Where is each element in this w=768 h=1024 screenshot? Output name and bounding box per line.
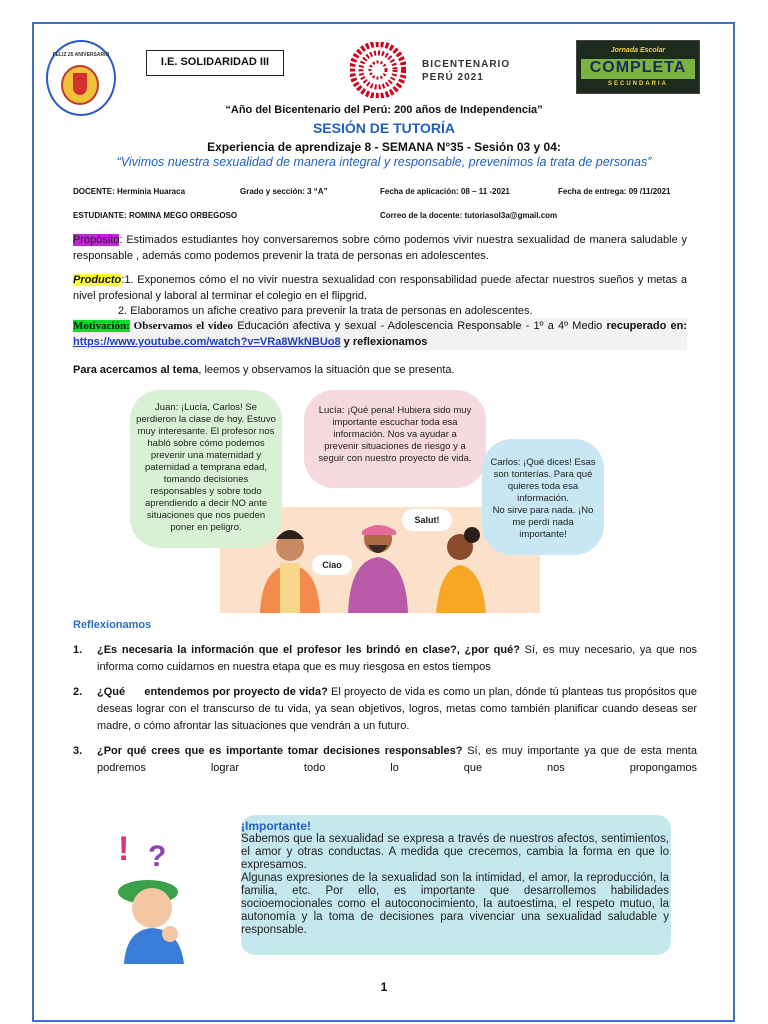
seal-text: FELIZ 25 ANIVERSARIO (52, 52, 110, 58)
motivacion-observamos: Observamos el video (129, 320, 234, 332)
motivacion-video-text: Educación afectiva y sexual - Adolescencia Responsable - 1º a 4º Medio (233, 320, 607, 332)
bicentenario-ring-icon (350, 42, 406, 98)
thinking-boy-illustration (104, 830, 196, 964)
three-teens-illustration (250, 517, 520, 613)
intro-rest: , leemos y observamos la situación que se presenta. (198, 364, 455, 376)
grado-field: Grado y sección: 3 “A” (240, 187, 328, 196)
svg-text:!: ! (118, 830, 130, 868)
question-3-number: 3. (73, 745, 83, 757)
question-1-number: 1. (73, 644, 83, 656)
question-3-text: ¿Por qué crees que es importante tomar decisiones responsables? (97, 745, 463, 757)
bicentenario-line1: BICENTENARIO (422, 59, 511, 70)
carlos-line-b: No sirve para nada. ¡No me perdí nada importante! (492, 505, 594, 540)
importante-title: ¡Importante! (241, 819, 311, 833)
school-name-box: I.E. SOLIDARIDAD III (146, 50, 284, 76)
lucia-speech-bubble: Lucía: ¡Qué pena! Hubiera sido muy importante escuchar toda esa información. Nos va ayudar a prevenir situaciones de riesgo y a seguir con nuestro proyecto de vida. (304, 390, 486, 488)
video-link[interactable]: https://www.youtube.com/watch?v=VRa8WkNBUo8 (73, 336, 341, 348)
experience-title: Experiencia de aprendizaje 8 - SEMANA N°35 - Sesión 03 y 04: (207, 140, 561, 154)
importante-p1: Sabemos que la sexualidad se expresa a través de nuestros afectos, sentimientos, el amor y otras conductas. A medida que crecemos, cambia la forma en que lo expresamos. (241, 833, 669, 871)
docente-field: DOCENTE: Herminia Huaraca (73, 187, 186, 196)
motivacion-tail: y reflexionamos (340, 336, 428, 348)
bicentenario-line2: PERÚ 2021 (422, 72, 484, 83)
proposito-label: Propósito (73, 234, 120, 246)
juan-speech-bubble: Juan: ¡Lucía, Carlos! Se perdieron la clase de hoy. Estuvo muy interesante. El profesor nos habló sobre cómo podemos prevenir una maternidad y paternidad a temprana edad, tomando decisiones responsables y sobre todo aprendiendo a decir NO ante situaciones que nos pueden poner en peligro. (130, 390, 282, 548)
question-2-number: 2. (73, 686, 83, 698)
salut-bubble: Salut! (402, 509, 452, 531)
producto-item2: 2. Elaboramos un afiche creativo para prevenir la trata de personas en adolescentes. (118, 305, 533, 317)
session-lema: “Vivimos nuestra sexualidad de manera integral y responsable, prevenimos la trata de personas” (116, 155, 652, 169)
year-motto: “Año del Bicentenario del Perú: 200 años de Independencia” (225, 104, 543, 116)
carlos-line-a: Carlos: ¡Qué dices! Esas son tonterías. Para qué quieres toda esa información. (490, 457, 596, 504)
intro-paragraph (73, 362, 687, 378)
motivacion-label: Motivación: (73, 320, 130, 332)
proposito-text: : Estimados estudiantes hoy conversaremos sobre cómo podemos vivir nuestra sexualidad de manera saludable y responsable , además como podemos prevenir la trata de personas en adolescentes. (73, 234, 687, 262)
producto-item1: :1. Exponemos cómo el no vivir nuestra sexualidad con responsabilidad puede afectar nuestros sueños y metas a nivel profesional y laboral al terminar el colegio en el flipgrid. (73, 274, 687, 302)
question-1 (73, 642, 697, 676)
producto-label: Producto (73, 274, 122, 286)
fecha-entrega-field: Fecha de entrega: 09 /11/2021 (558, 187, 671, 196)
proposito-paragraph (73, 232, 687, 264)
intro-bold: Para acercamos al tema (73, 364, 199, 376)
session-title: SESIÓN DE TUTORÍA (312, 120, 456, 136)
motivacion-paragraph (73, 318, 687, 350)
producto-paragraph (73, 272, 687, 304)
ciao-bubble: Ciao (312, 555, 352, 575)
correo-field: Correo de la docente: tutoriasol3a@gmail.com (380, 211, 558, 220)
question-2 (73, 684, 697, 735)
logo-sub-text: SECUNDARIA (607, 81, 668, 87)
jornada-completa-logo (576, 40, 700, 94)
reflexionamos-title: Reflexionamos (73, 619, 152, 631)
comic-illustration (120, 387, 596, 613)
logo-small-text: Jornada Escolar (610, 47, 666, 54)
estudiante-field: ESTUDIANTE: ROMINA MEGO ORBEGOSO (73, 211, 238, 220)
svg-text:?: ? (148, 840, 167, 873)
fecha-aplicacion-field: Fecha de aplicación: 08 – 11 -2021 (380, 187, 510, 196)
logo-big-text: COMPLETA (589, 59, 687, 76)
question-2-text: ¿Qué entendemos por proyecto de vida? (97, 686, 328, 698)
page-number: 1 (380, 980, 388, 994)
question-1-text: ¿Es necesaria la información que el profesor les brindó en clase?, ¿por qué? (97, 644, 520, 656)
bicentenario-logo (350, 42, 530, 98)
importante-box (241, 815, 671, 955)
carlos-speech-bubble (482, 439, 604, 555)
answer-2-text: El proyecto de vida es como un plan, dónde tú planteas tus propósitos que deseas lograr con el transcurso de tu vida, ya sean objetivos, logros, metas como también planificar cuando deseas ser madre, o cómo afrontar las situaciones que vendrán a un futuro. (97, 686, 697, 732)
answer-3-text: Sí, es muy importante ya que de esta menta podremos lograr todo lo que nos propongamos (97, 745, 697, 774)
answer-1-text: Sí, es muy necesario, ya que nos informa como cuidarnos en nuestra etapa que es muy riesgosa en estos tiempos (97, 644, 697, 673)
importante-p2: Algunas expresiones de la sexualidad son la intimidad, el amor, la reproducción, la familia, etc. Por ello, es importante que desarrollemos habilidades socioemocionales como el autoconocimiento, la autoestima, el respeto mutuo, la autonomía y la toma de decisiones para vivenciar una sexualidad saludable y responsable. (241, 872, 669, 936)
motivacion-recuperado: recuperado en: (606, 320, 688, 332)
importante-body (241, 833, 669, 937)
question-3 (73, 743, 697, 777)
